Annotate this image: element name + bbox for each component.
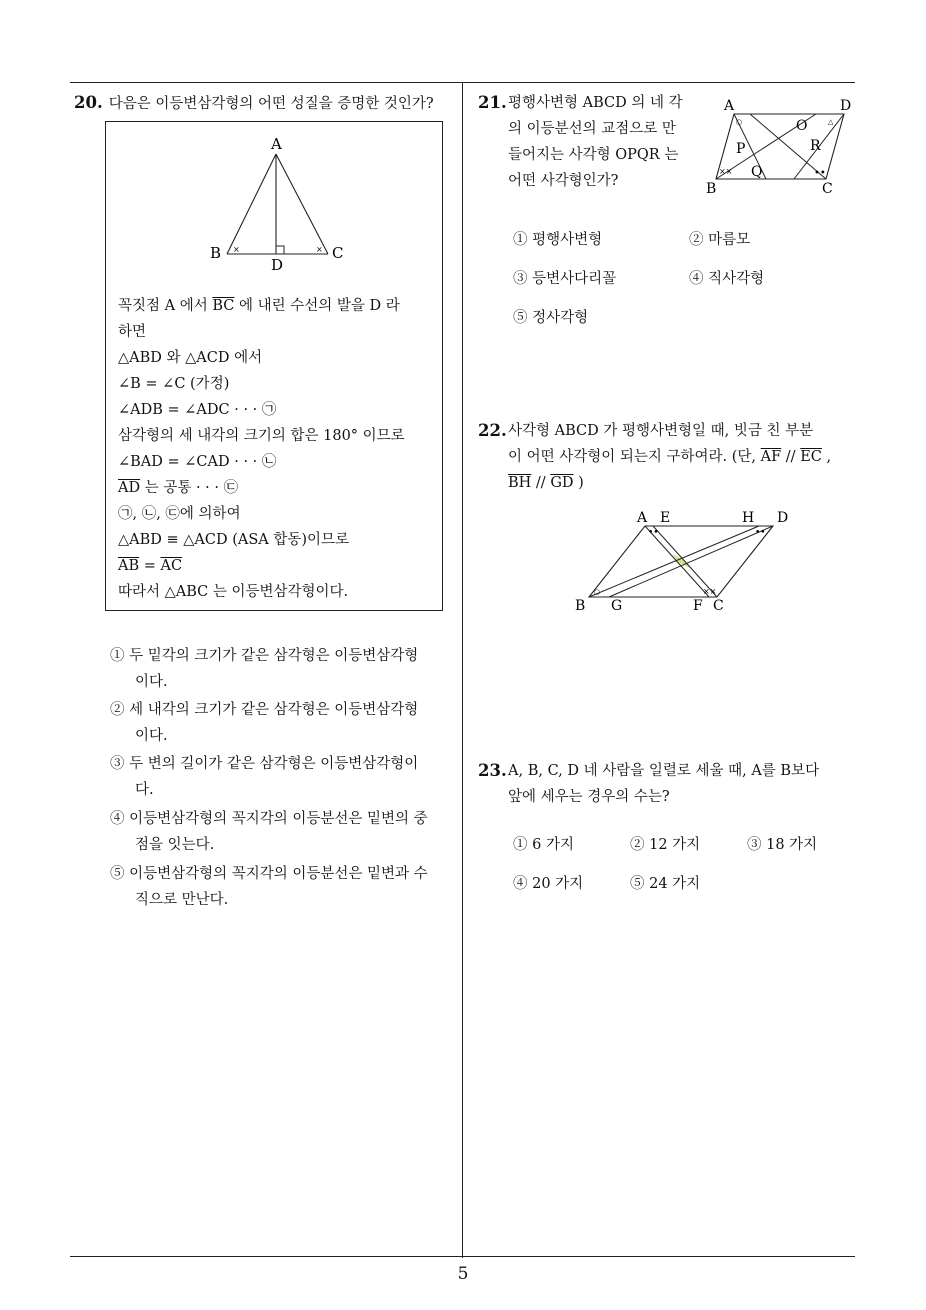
proof-line-1: 꼭짓점 A 에서 $\overline{BC}$ 에 내린 수선의 발을 D 라 [118, 298, 400, 314]
svg-text:••: •• [755, 528, 766, 538]
svg-text:××: ×× [719, 167, 733, 176]
q21-label-c: C [822, 181, 833, 197]
q20-number: 20. [74, 93, 103, 112]
q22-label-h: H [742, 510, 755, 526]
q22-label-a: A [637, 510, 648, 526]
bottom-rule [70, 1256, 855, 1257]
proof-line-3: △ABD 와 △ACD 에서 [118, 350, 263, 366]
q22-label-g: G [611, 598, 623, 614]
q23-stem [508, 758, 863, 810]
column-divider [462, 82, 463, 1258]
q20-triangle-figure [106, 122, 442, 272]
q22-stem-line3: $\overline{BH} // \overline{GD}$ ) [508, 475, 584, 491]
proof-line-7: ∠BAD = ∠CAD · · · ㉡ [118, 454, 277, 470]
q20-option-5[interactable]: ⑤ 이등변삼각형의 꼭지각의 이등분선은 밑변과 수 직으로 만난다. [110, 866, 428, 908]
q23-option-2[interactable]: ② 12 가지 [630, 837, 701, 853]
q21-label-q: Q [751, 164, 763, 180]
q21-option-5[interactable]: ⑤ 정사각형 [513, 310, 589, 326]
svg-text:×: × [316, 245, 323, 254]
q20-stem-text: 다음은 이등변삼각형의 어떤 성질을 증명한 것인가? [108, 96, 434, 112]
q21-label-o: O [796, 118, 808, 134]
q22-stem-line2: 이 어떤 사각형이 되는지 구하여라. (단, $\overline{AF} // \overline{EC}$ , [508, 449, 832, 465]
q22-label-f: F [693, 598, 703, 614]
q21-label-b: B [706, 181, 717, 197]
q20-option-2[interactable]: ② 세 내각의 크기가 같은 삼각형은 이등변삼각형 이다. [110, 702, 419, 744]
proof-line-10: △ABD ≡ △ACD (ASA 합동)이므로 [118, 532, 350, 548]
q20-option-4[interactable]: ④ 이등변삼각형의 꼭지각의 이등분선은 밑변의 중 점을 잇는다. [110, 811, 428, 853]
proof-line-2: 하면 [118, 324, 147, 340]
q22-stem-line1: 사각형 ABCD 가 평행사변형일 때, 빗금 친 부분 [508, 423, 814, 439]
q20-proof-box [105, 121, 443, 611]
q23-stem-line2: 앞에 세우는 경우의 수는? [508, 789, 670, 805]
q23-option-3[interactable]: ③ 18 가지 [747, 837, 818, 853]
q22-label-c: C [713, 598, 724, 614]
proof-line-9: ㉠, ㉡, ㉢에 의하여 [118, 506, 241, 522]
q20-option-1[interactable]: ① 두 밑각의 크기가 같은 삼각형은 이등변삼각형 이다. [110, 648, 419, 690]
q21-label-d: D [840, 98, 852, 114]
q22-stem [508, 418, 863, 496]
q21-option-4[interactable]: ④ 직사각형 [689, 271, 765, 287]
q22-label-d: D [777, 510, 789, 526]
q22-number: 22. [478, 421, 507, 440]
q21-label-p: P [736, 141, 746, 157]
q20-label-a: A [271, 135, 282, 153]
svg-text:○: ○ [594, 588, 601, 596]
proof-line-5: ∠ADB = ∠ADC · · · ㉠ [118, 402, 277, 418]
q21-number: 21. [478, 93, 507, 112]
q21-stem: 평행사변형 ABCD 의 네 각 의 이등분선의 교점으로 만 들어지는 사각형 OPQR 는 어떤 사각형인가? [508, 95, 683, 189]
svg-text:×: × [233, 245, 240, 254]
page-number: 5 [457, 1264, 469, 1284]
q21-option-2[interactable]: ② 마름모 [689, 232, 751, 248]
q20-stem [74, 90, 434, 117]
svg-text:△: △ [828, 118, 834, 126]
q20-option-3[interactable]: ③ 두 변의 길이가 같은 삼각형은 이등변삼각형이 다. [110, 756, 419, 798]
q21-parallelogram-figure [700, 92, 870, 202]
q23-stem-line1: A, B, C, D 네 사람을 일렬로 세울 때, A를 B보다 [508, 763, 820, 779]
svg-text:××: ×× [703, 587, 717, 596]
proof-line-12: 따라서 △ABC 는 이등변삼각형이다. [118, 584, 349, 600]
q23-option-5[interactable]: ⑤ 24 가지 [630, 876, 701, 892]
proof-line-4: ∠B = ∠C (가정) [118, 376, 230, 392]
svg-text:••: •• [814, 168, 826, 179]
svg-text:••: •• [648, 528, 659, 538]
q23-option-1[interactable]: ① 6 가지 [513, 837, 574, 853]
proof-line-8: $\overline{AD}$ 는 공통 · · · ㉢ [118, 480, 239, 496]
proof-line-6: 삼각형의 세 내각의 크기의 합은 180° 이므로 [118, 428, 405, 444]
q22-label-b: B [575, 598, 586, 614]
q22-parallelogram-figure [572, 505, 812, 615]
q21-label-r: R [810, 138, 821, 154]
q23-option-4[interactable]: ④ 20 가지 [513, 876, 584, 892]
q21-label-a: A [724, 98, 735, 114]
q20-label-b: B [210, 244, 222, 262]
proof-line-11: $\overline{AB} = \overline{AC}$ [118, 558, 183, 574]
q22-label-e: E [660, 510, 671, 526]
svg-text:○: ○ [736, 118, 743, 126]
q23-number: 23. [478, 761, 507, 780]
q21-option-3[interactable]: ③ 등변사다리꼴 [513, 271, 617, 287]
q21-option-1[interactable]: ① 평행사변형 [513, 232, 603, 248]
q20-label-d: D [271, 256, 284, 272]
q20-label-c: C [332, 244, 344, 262]
